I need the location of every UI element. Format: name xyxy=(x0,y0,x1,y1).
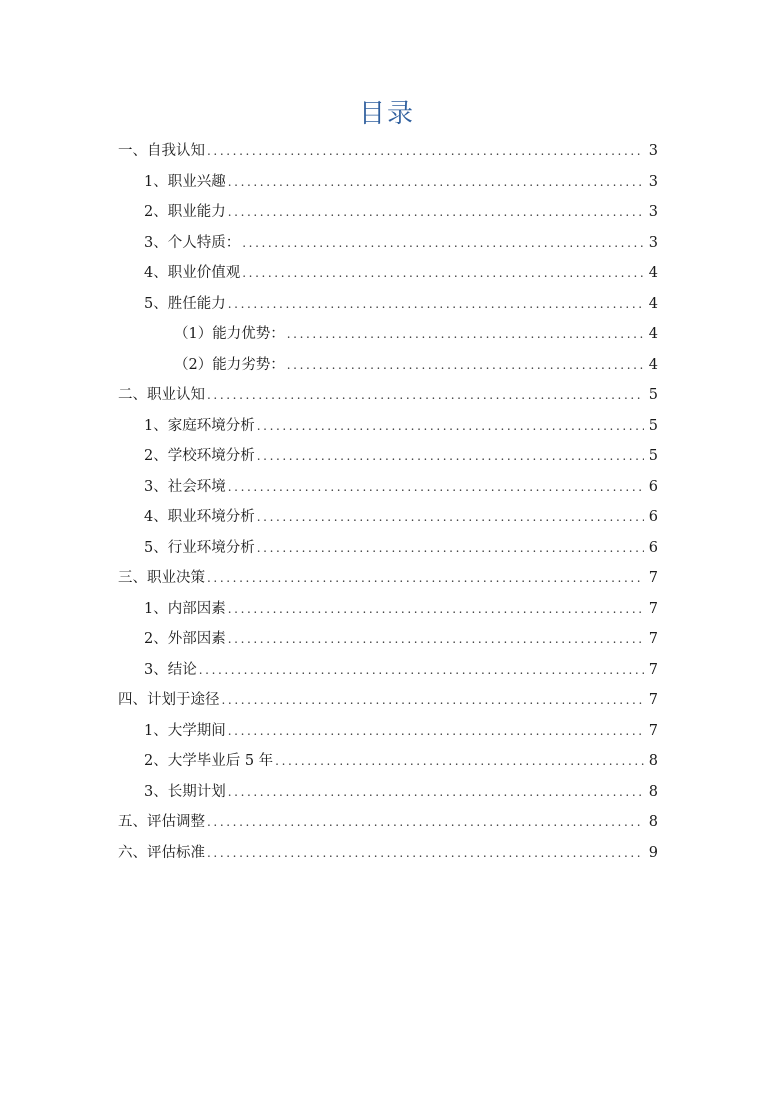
toc-entry[interactable] xyxy=(118,289,658,320)
toc-entry-label: 3、社会环境 xyxy=(144,478,226,495)
toc-entry[interactable] xyxy=(118,716,658,747)
page-title: 目录 xyxy=(358,99,415,129)
toc-entry-page-number: 5 xyxy=(648,417,658,434)
toc-entry-label: 4、职业价值观 xyxy=(144,265,241,281)
toc-entry-page-number: 6 xyxy=(648,509,658,525)
toc-dot-leader xyxy=(228,624,644,655)
toc-entry-label: 二、职业认知 xyxy=(118,387,205,403)
toc-entry[interactable] xyxy=(118,838,658,869)
toc-entry[interactable] xyxy=(118,533,658,564)
toc-entry-label: 2、外部因素 xyxy=(144,631,226,647)
toc-dot-leader xyxy=(207,563,644,594)
toc-entry-label: 1、内部因素 xyxy=(144,600,226,617)
toc-entry-label: 5、行业环境分析 xyxy=(144,539,255,556)
toc-entry-page-number: 3 xyxy=(648,143,658,159)
toc-entry-page-number: 8 xyxy=(648,783,658,800)
toc-entry-page-number: 3 xyxy=(648,204,658,220)
toc-entry-label: 三、职业决策 xyxy=(118,570,205,586)
toc-entry-label: 2、职业能力 xyxy=(144,204,226,220)
toc-entry[interactable] xyxy=(118,655,658,686)
table-of-contents xyxy=(118,136,658,868)
toc-entry-page-number: 3 xyxy=(648,173,658,190)
toc-dot-leader xyxy=(257,502,644,533)
toc-entry-label: 4、职业环境分析 xyxy=(144,509,255,525)
toc-entry-page-number: 5 xyxy=(648,387,658,403)
toc-entry[interactable] xyxy=(118,777,658,808)
toc-entry[interactable] xyxy=(118,624,658,655)
toc-dot-leader xyxy=(287,319,644,350)
toc-dot-leader xyxy=(207,136,644,167)
toc-entry-label: 2、学校环境分析 xyxy=(144,448,255,464)
toc-entry[interactable] xyxy=(118,441,658,472)
toc-entry-page-number: 7 xyxy=(648,722,658,739)
toc-entry-label: 四、计划于途径 xyxy=(118,692,220,708)
toc-entry[interactable] xyxy=(118,380,658,411)
toc-dot-leader xyxy=(242,258,644,289)
toc-dot-leader xyxy=(228,167,644,198)
toc-dot-leader xyxy=(228,289,644,320)
toc-entry-page-number: 7 xyxy=(648,661,658,678)
toc-entry-page-number: 6 xyxy=(648,478,658,495)
toc-dot-leader xyxy=(228,197,644,228)
toc-entry-label: 1、职业兴趣 xyxy=(144,173,226,190)
toc-entry-page-number: 4 xyxy=(648,295,658,312)
toc-entry[interactable] xyxy=(118,197,658,228)
toc-entry-page-number: 3 xyxy=(648,234,658,251)
toc-entry[interactable] xyxy=(118,258,658,289)
toc-entry-label: 五、评估调整 xyxy=(118,814,205,830)
toc-entry[interactable] xyxy=(118,350,658,381)
toc-entry[interactable] xyxy=(118,746,658,777)
toc-entry-label: 3、长期计划 xyxy=(144,783,226,800)
toc-dot-leader xyxy=(257,533,644,564)
toc-entry-page-number: 7 xyxy=(648,631,658,647)
toc-entry-label: 一、自我认知 xyxy=(118,143,205,159)
toc-entry[interactable] xyxy=(118,472,658,503)
toc-dot-leader xyxy=(222,685,645,716)
toc-entry-label: 3、结论 xyxy=(144,661,197,678)
toc-entry-label: 1、家庭环境分析 xyxy=(144,417,255,434)
toc-entry-label: 1、大学期间 xyxy=(144,722,226,739)
toc-entry-page-number: 6 xyxy=(648,539,658,556)
toc-dot-leader xyxy=(228,777,644,808)
toc-dot-leader xyxy=(207,838,644,869)
toc-entry[interactable] xyxy=(118,228,658,259)
toc-entry[interactable] xyxy=(118,319,658,350)
toc-entry[interactable] xyxy=(118,685,658,716)
toc-entry-page-number: 7 xyxy=(648,692,658,708)
toc-dot-leader xyxy=(275,746,644,777)
toc-dot-leader xyxy=(257,411,644,442)
toc-entry-page-number: 4 xyxy=(648,265,658,281)
toc-dot-leader xyxy=(228,472,644,503)
toc-entry-page-number: 8 xyxy=(648,753,658,769)
toc-dot-leader xyxy=(199,655,644,686)
toc-entry-label: （1）能力优势： xyxy=(174,326,285,342)
toc-entry-page-number: 5 xyxy=(648,448,658,464)
toc-entry-label: 六、评估标准 xyxy=(118,844,205,861)
toc-entry-label: 2、大学毕业后 5 年 xyxy=(144,753,274,769)
toc-dot-leader xyxy=(257,441,644,472)
toc-entry-label: （2）能力劣势： xyxy=(174,356,285,373)
toc-dot-leader xyxy=(207,807,644,838)
toc-dot-leader xyxy=(287,350,644,381)
toc-entry[interactable] xyxy=(118,807,658,838)
toc-entry[interactable] xyxy=(118,136,658,167)
toc-dot-leader xyxy=(228,716,644,747)
toc-entry[interactable] xyxy=(118,167,658,198)
toc-dot-leader xyxy=(207,380,644,411)
toc-entry[interactable] xyxy=(118,411,658,442)
toc-entry[interactable] xyxy=(118,594,658,625)
toc-entry-page-number: 7 xyxy=(648,570,658,586)
toc-dot-leader xyxy=(242,228,644,259)
toc-entry-page-number: 7 xyxy=(648,600,658,617)
toc-dot-leader xyxy=(228,594,644,625)
toc-entry-page-number: 8 xyxy=(648,814,658,830)
toc-entry-label: 3、个人特质： xyxy=(144,234,241,251)
toc-entry-page-number: 4 xyxy=(648,326,658,342)
toc-entry-label: 5、胜任能力 xyxy=(144,295,226,312)
toc-entry-page-number: 4 xyxy=(648,356,658,373)
toc-entry-page-number: 9 xyxy=(648,844,658,861)
toc-entry[interactable] xyxy=(118,563,658,594)
toc-entry[interactable] xyxy=(118,502,658,533)
